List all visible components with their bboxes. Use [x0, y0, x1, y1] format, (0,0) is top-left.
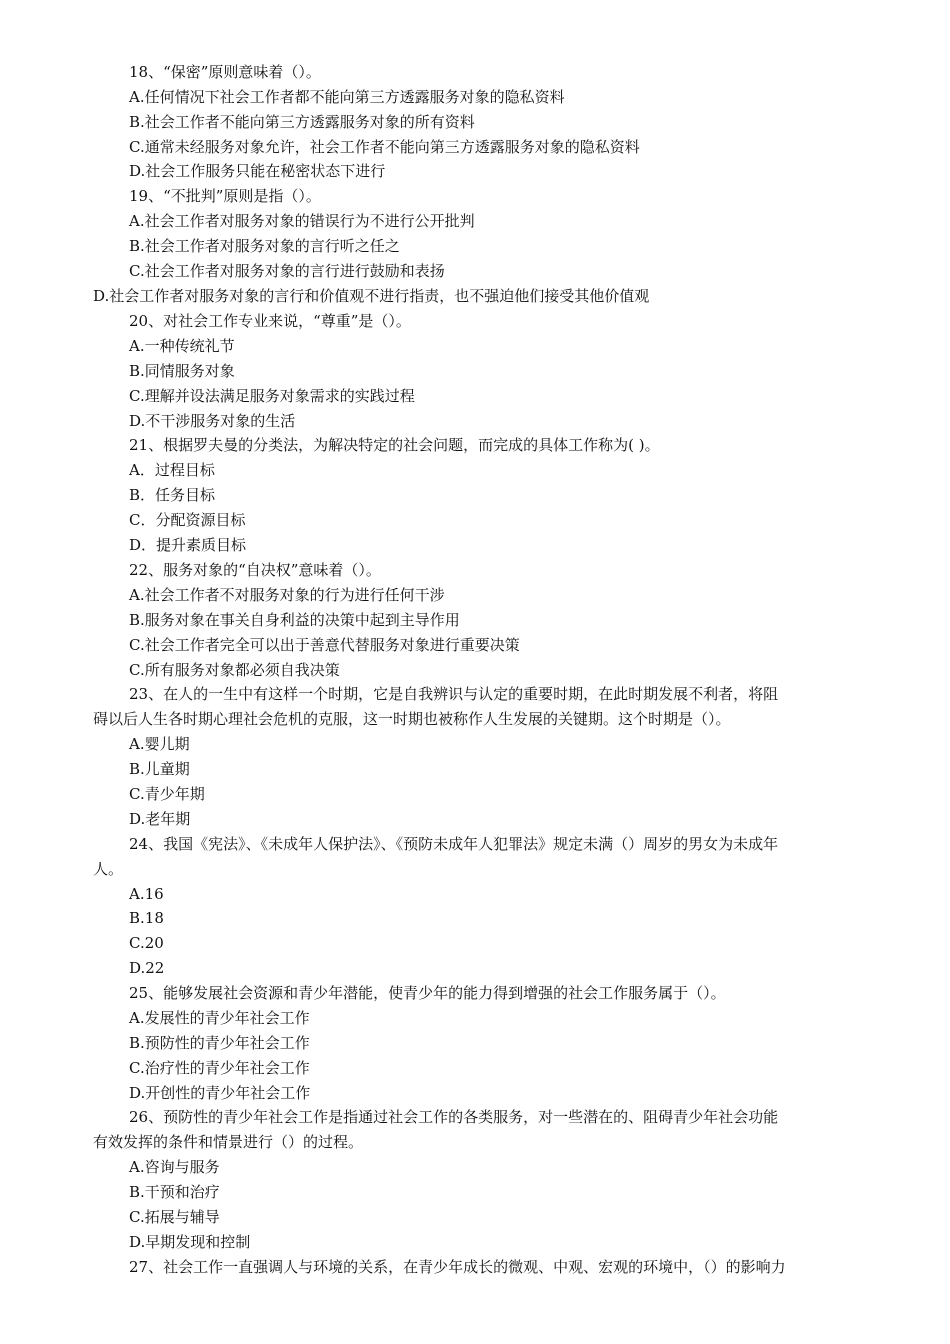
question-23-continued: 碍以后人生各时期心理社会危机的克服，这一时期也被称作人生发展的关键期。这个时期是（）。	[93, 710, 731, 728]
option-line: D.不干涉服务对象的生活	[129, 412, 296, 430]
option-line: A.社会工作者不对服务对象的行为进行任何干涉	[129, 586, 445, 604]
question-26-continued: 有效发挥的条件和情景进行（）的过程。	[93, 1133, 364, 1151]
option-line: D.社会工作者对服务对象的言行和价值观不进行指责，也不强迫他们接受其他价值观	[93, 287, 650, 305]
option-line: D.老年期	[129, 810, 191, 828]
option-line: A．过程目标	[129, 461, 215, 479]
question-19: 19、“不批判”原则是指（）。	[129, 187, 321, 205]
option-line: B.18	[129, 909, 164, 927]
option-line: C.通常未经服务对象允许，社会工作者不能向第三方透露服务对象的隐私资料	[129, 138, 640, 156]
question-21: 21、根据罗夫曼的分类法，为解决特定的社会问题，而完成的具体工作称为( )。	[129, 436, 660, 454]
option-line: A.16	[129, 885, 164, 903]
option-line: C.社会工作者完全可以出于善意代替服务对象进行重要决策	[129, 636, 520, 654]
question-25: 25、能够发展社会资源和青少年潜能，使青少年的能力得到增强的社会工作服务属于（）。	[129, 984, 726, 1002]
option-line: A.一种传统礼节	[129, 337, 235, 355]
option-line: C.拓展与辅导	[129, 1208, 220, 1226]
option-line: D．提升素质目标	[129, 536, 247, 554]
option-line: B.社会工作者不能向第三方透露服务对象的所有资料	[129, 113, 475, 131]
question-18: 18、“保密”原则意味着（）。	[129, 63, 321, 81]
option-line: D.社会工作服务只能在秘密状态下进行	[129, 162, 386, 180]
option-line: D.早期发现和控制	[129, 1233, 251, 1251]
option-line: B.同情服务对象	[129, 362, 235, 380]
option-line: A.咨询与服务	[129, 1158, 220, 1176]
option-line: D.开创性的青少年社会工作	[129, 1084, 311, 1102]
option-line: C.青少年期	[129, 785, 205, 803]
option-line: C.所有服务对象都必须自我决策	[129, 661, 340, 679]
question-20: 20、对社会工作专业来说，“尊重”是（）。	[129, 312, 411, 330]
question-26: 26、预防性的青少年社会工作是指通过社会工作的各类服务，对一些潜在的、阻碍青少年社会功能	[129, 1108, 779, 1126]
option-line: A.发展性的青少年社会工作	[129, 1009, 310, 1027]
option-line: B.社会工作者对服务对象的言行听之任之	[129, 237, 400, 255]
question-23: 23、在人的一生中有这样一个时期，它是自我辨识与认定的重要时期，在此时期发展不利者，将阻	[129, 685, 779, 703]
option-line: C.社会工作者对服务对象的言行进行鼓励和表扬	[129, 262, 445, 280]
option-line: B.儿童期	[129, 760, 190, 778]
option-line: D.22	[129, 959, 165, 977]
question-22: 22、服务对象的“自决权”意味着（）。	[129, 561, 381, 579]
option-line: B．任务目标	[129, 486, 216, 504]
option-line: B.预防性的青少年社会工作	[129, 1034, 310, 1052]
option-line: B.服务对象在事关自身利益的决策中起到主导作用	[129, 611, 460, 629]
option-line: A.社会工作者对服务对象的错误行为不进行公开批判	[129, 212, 475, 230]
option-line: C.治疗性的青少年社会工作	[129, 1059, 310, 1077]
option-line: A.婴儿期	[129, 735, 190, 753]
option-line: C．分配资源目标	[129, 511, 246, 529]
option-line: A.任何情况下社会工作者都不能向第三方透露服务对象的隐私资料	[129, 88, 565, 106]
question-24-continued: 人。	[93, 860, 124, 878]
option-line: B.干预和治疗	[129, 1183, 220, 1201]
option-line: C.理解并设法满足服务对象需求的实践过程	[129, 387, 415, 405]
question-27: 27、社会工作一直强调人与环境的关系，在青少年成长的微观、中观、宏观的环境中，（）的影响力	[129, 1258, 786, 1276]
question-24: 24、我国《宪法》、《未成年人保护法》、《预防未成年人犯罪法》规定未满（）周岁的男女为未成年	[129, 835, 779, 853]
option-line: C.20	[129, 934, 164, 952]
